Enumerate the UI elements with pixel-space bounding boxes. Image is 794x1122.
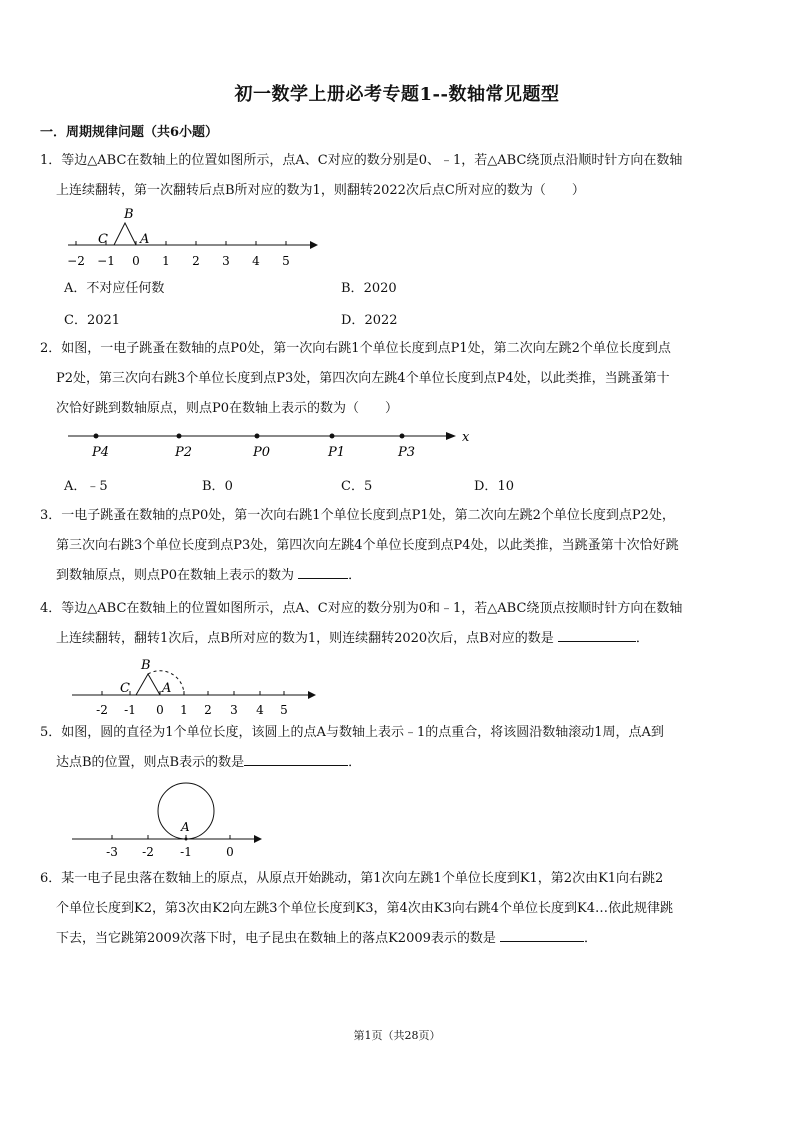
tick-label: 0 <box>226 845 234 859</box>
q1-options-row-1 <box>64 277 764 299</box>
tick-label: −1 <box>97 254 115 268</box>
question-line: 到数轴原点，则点P0在数轴上表示的数为 <box>56 568 295 583</box>
point-label: P2 <box>175 445 193 460</box>
section-heading: 一．周期规律问题（共6小题） <box>40 125 219 140</box>
question-line: P2处，第三次向右跳3个单位长度到点P3处，第四次向左跳4个单位长度到点P4处，以此类推，当跳蚤第十 <box>56 371 670 386</box>
question-line: 等边△ABC在数轴上的位置如图所示，点A、C对应的数分别是0、﹣1，若△ABC绕顶点沿顺时针方向在数轴 <box>61 153 683 168</box>
tick-label: 4 <box>252 254 260 268</box>
question-number: 1． <box>40 153 62 168</box>
axis-arrow <box>254 835 262 843</box>
tick-label: -2 <box>96 703 108 717</box>
vertex-label-c: C <box>120 681 130 696</box>
vertex-label-a: A <box>162 681 172 696</box>
point-label: P4 <box>92 445 110 460</box>
q1-number-line-figure <box>60 203 330 271</box>
answer-blank[interactable] <box>298 564 348 579</box>
tick-label: 5 <box>280 703 288 717</box>
tick-label: 2 <box>204 703 212 717</box>
vertex-label-b: B <box>124 207 134 222</box>
question-line: 如图，圆的直径为1个单位长度，该圆上的点A与数轴上表示﹣1的点重合，将该圆沿数轴滚动1周，点A到 <box>61 725 664 740</box>
triangle-abc <box>136 674 160 695</box>
point-label: P3 <box>398 445 416 460</box>
option-c[interactable]: C．2021 <box>64 313 121 328</box>
question-4: 4．等边△ABC在数轴上的位置如图所示，点A、C对应的数分别为0和﹣1，若△ABC绕顶点按顺时针方向在数轴 上连续翻转，翻转1次后，点B所对应的数为1，则连续翻转2020次后，点B对应的数是 ． <box>40 601 683 646</box>
question-line: 一电子跳蚤在数轴的点P0处，第一次向右跳1个单位长度到点P1处，第二次向左跳2个单位长度到点P2处， <box>61 508 675 523</box>
question-line: 次恰好跳到数轴原点，则点P0在数轴上表示的数为（ ） <box>56 401 399 416</box>
q4-number-line-figure <box>64 654 326 718</box>
tick-label: -1 <box>180 845 192 859</box>
point-p3 <box>400 434 405 439</box>
point-label: P0 <box>253 445 271 460</box>
page-title: 初一数学上册必考专题1--数轴常见题型 <box>234 84 560 105</box>
triangle-abc <box>114 223 136 245</box>
tick-label: 1 <box>162 254 170 268</box>
tick-label: −2 <box>67 254 85 268</box>
answer-blank[interactable] <box>558 627 636 642</box>
q2-options-row <box>64 475 764 497</box>
question-line: 某一电子昆虫落在数轴上的原点，从原点开始跳动，第1次向左跳1个单位长度到K1，第2次由K1向右跳2 <box>61 871 664 886</box>
question-line: 上连续翻转，第一次翻转后点B所对应的数为1，则翻转2022次后点C所对应的数为（ ） <box>56 183 585 198</box>
question-number: 5． <box>40 725 62 740</box>
tick-label: 4 <box>256 703 264 717</box>
axis-label: x <box>462 430 470 445</box>
question-line: 达点B的位置，则点B表示的数是 <box>56 755 245 770</box>
tick-label: -3 <box>106 845 118 859</box>
tick-label: 5 <box>282 254 290 268</box>
vertex-label-b: B <box>141 658 151 673</box>
vertex-label-c: C <box>98 232 108 247</box>
tick-label: -2 <box>142 845 154 859</box>
tick-label: 0 <box>156 703 164 717</box>
question-number: 3． <box>40 508 62 523</box>
question-line: 下去，当它跳第2009次落下时，电子昆虫在数轴上的落点K2009表示的数是 <box>56 931 496 946</box>
answer-blank[interactable] <box>500 927 584 942</box>
tick-label: 3 <box>222 254 230 268</box>
q2-number-line-figure <box>60 424 480 464</box>
axis-arrow <box>310 241 318 249</box>
option-b[interactable]: B．0 <box>202 479 233 494</box>
question-line: 第三次向右跳3个单位长度到点P3处，第四次向左跳4个单位长度到点P4处，以此类推，当跳蚤第十次恰好跳 <box>56 538 679 553</box>
option-d[interactable]: D．10 <box>474 479 514 494</box>
point-p4 <box>94 434 99 439</box>
question-number: 6． <box>40 871 62 886</box>
question-line: 等边△ABC在数轴上的位置如图所示，点A、C对应的数分别为0和﹣1，若△ABC绕顶点按顺时针方向在数轴 <box>61 601 683 616</box>
question-number: 2． <box>40 341 62 356</box>
tick-label: 1 <box>180 703 188 717</box>
axis-arrow <box>308 691 316 699</box>
question-number: 4． <box>40 601 62 616</box>
question-line: 上连续翻转，翻转1次后，点B所对应的数为1，则连续翻转2020次后，点B对应的数是 <box>56 631 554 646</box>
option-b[interactable]: B．2020 <box>341 281 397 296</box>
option-c[interactable]: C．5 <box>341 479 373 494</box>
option-d[interactable]: D．2022 <box>341 313 398 328</box>
point-label-a: A <box>181 820 190 834</box>
question-3: 3．一电子跳蚤在数轴的点P0处，第一次向右跳1个单位长度到点P1处，第二次向左跳2个单位长度到点P2处， 第三次向右跳3个单位长度到点P3处，第四次向左跳4个单位长度到点P4处，以此类推，当跳蚤第十次恰好跳 到数轴原点，则点P0在数轴上表示的数为 ． <box>40 501 758 591</box>
page-footer: 第1页（共28页） <box>353 1029 441 1042</box>
option-a[interactable]: A．不对应任何数 <box>64 281 165 296</box>
question-6: 6．某一电子昆虫落在数轴上的原点，从原点开始跳动，第1次向左跳1个单位长度到K1，第2次由K1向右跳2 个单位长度到K2，第3次由K2向左跳3个单位长度到K3，第4次由K3向右跳4个单位长度到K4…依此规律跳 下去，当它跳第2009次落下时，电子昆虫在数轴上的落点K2009表示的数是 ． <box>40 864 758 954</box>
question-2 <box>40 334 758 424</box>
point-p1 <box>330 434 335 439</box>
question-line: 个单位长度到K2，第3次由K2向左跳3个单位长度到K3，第4次由K3向右跳4个单位长度到K4…依此规律跳 <box>56 901 673 916</box>
point-p0 <box>255 434 260 439</box>
question-line: 如图，一电子跳蚤在数轴的点P0处，第一次向右跳1个单位长度到点P1处，第二次向左跳2个单位长度到点 <box>61 341 671 356</box>
tick-label: -1 <box>124 703 136 717</box>
tick-label: 3 <box>230 703 238 717</box>
question-5: 5．如图，圆的直径为1个单位长度，该圆上的点A与数轴上表示﹣1的点重合，将该圆沿数轴滚动1周，点A到 达点B的位置，则点B表示的数是 ． <box>40 725 664 770</box>
answer-blank[interactable] <box>244 751 348 766</box>
q1-options-row-2 <box>64 309 764 331</box>
q5-number-line-figure <box>64 780 274 860</box>
option-a[interactable]: A．﹣5 <box>64 479 108 494</box>
tick-label: 2 <box>192 254 200 268</box>
question-1 <box>40 146 758 206</box>
point-p2 <box>177 434 182 439</box>
vertex-label-a: A <box>140 232 150 247</box>
point-label: P1 <box>328 445 346 460</box>
axis-arrow <box>446 432 456 440</box>
tick-label: 0 <box>132 254 140 268</box>
